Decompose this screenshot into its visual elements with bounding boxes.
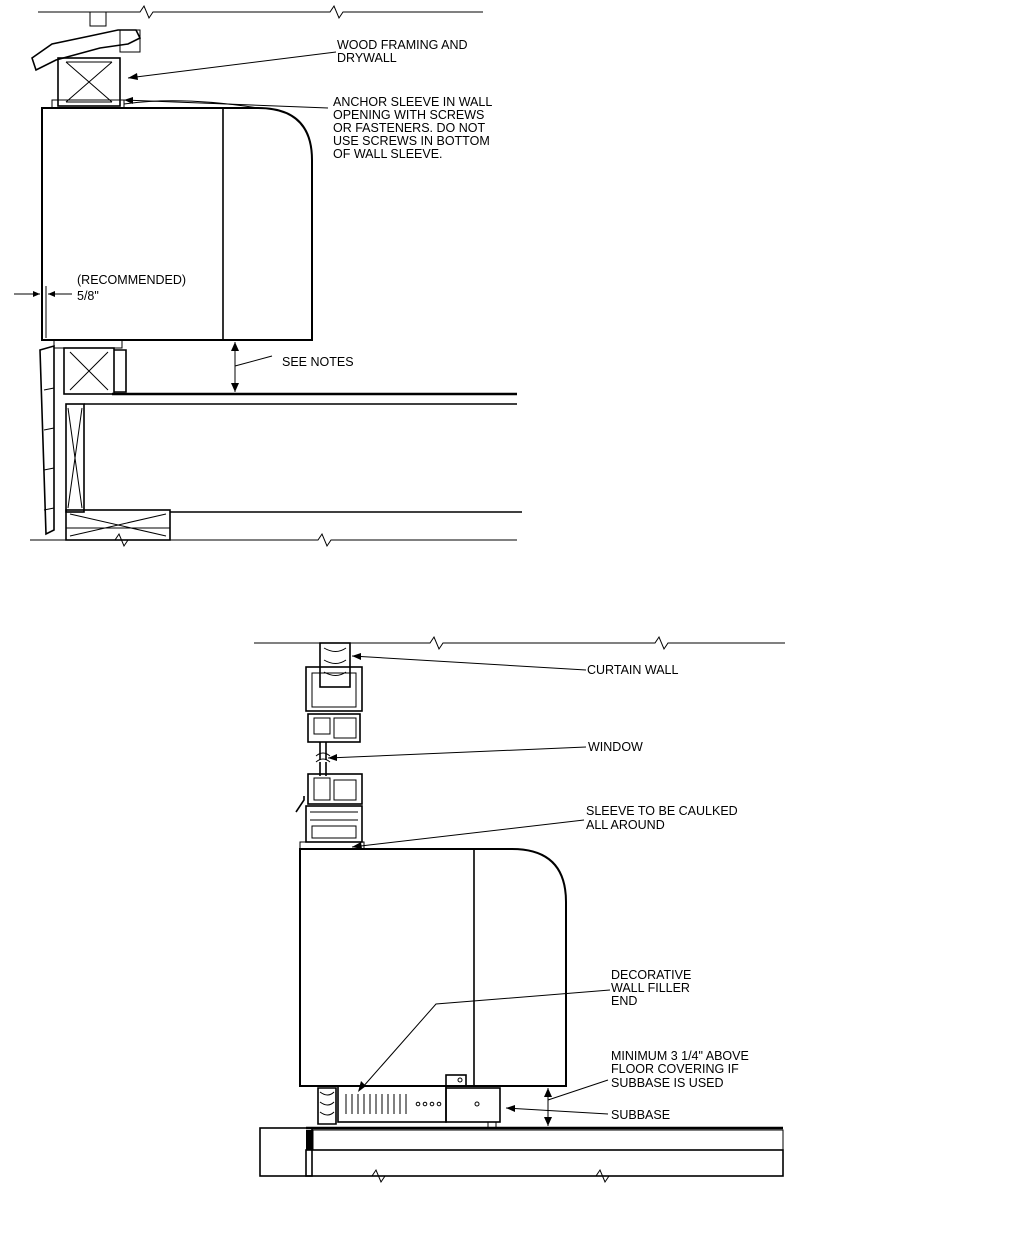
see-notes-arrow (231, 342, 272, 392)
label-decorative-filler-3: END (611, 994, 638, 1008)
label-anchor-sleeve-3: OR FASTENERS. DO NOT (333, 121, 486, 135)
label-wood-framing-2: DRYWALL (337, 51, 397, 65)
label-decorative-filler-1: DECORATIVE (611, 968, 692, 982)
label-minimum-height-2: FLOOR COVERING IF (611, 1062, 739, 1076)
label-subbase: SUBBASE (611, 1108, 671, 1122)
label-sleeve-caulked-2: ALL AROUND (586, 818, 665, 832)
bottom-diagram (254, 637, 785, 1182)
curtain-wall (306, 643, 362, 742)
base-line-top (30, 534, 517, 546)
window-frame-top (32, 12, 140, 108)
window-frame-lower (296, 774, 364, 849)
leader-window (328, 747, 586, 758)
label-minimum-height-1: MINIMUM 3 1/4" ABOVE (611, 1049, 749, 1063)
label-anchor-sleeve-5: OF WALL SLEEVE. (333, 147, 443, 161)
label-minimum-height-3: SUBBASE IS USED (611, 1076, 724, 1090)
label-anchor-sleeve-1: ANCHOR SLEEVE IN WALL (333, 95, 493, 109)
window-glass (316, 742, 330, 776)
ac-unit-top (42, 108, 312, 340)
label-anchor-sleeve-4: USE SCREWS IN BOTTOM (333, 134, 490, 148)
label-anchor-sleeve-2: OPENING WITH SCREWS (333, 108, 485, 122)
label-dimension-5-8: 5/8" (77, 289, 99, 303)
label-curtain-wall: CURTAIN WALL (587, 663, 679, 677)
leader-wood-framing (128, 52, 336, 78)
label-recommended: (RECOMMENDED) (77, 273, 187, 287)
leader-anchor-sleeve (124, 100, 328, 108)
ac-unit-bottom (300, 849, 566, 1086)
floor-slab (260, 1128, 783, 1182)
wall-section-top (40, 340, 170, 540)
label-wood-framing-1: WOOD FRAMING AND (337, 38, 468, 52)
label-window: WINDOW (588, 740, 643, 754)
leader-subbase (506, 1108, 608, 1114)
label-sleeve-caulked-1: SLEEVE TO BE CAULKED (586, 804, 738, 818)
leader-sleeve-caulked (352, 820, 584, 847)
top-diagram (14, 6, 522, 546)
label-decorative-filler-2: WALL FILLER (611, 981, 690, 995)
leader-curtain-wall (352, 656, 586, 670)
label-see-notes: SEE NOTES (282, 355, 354, 369)
